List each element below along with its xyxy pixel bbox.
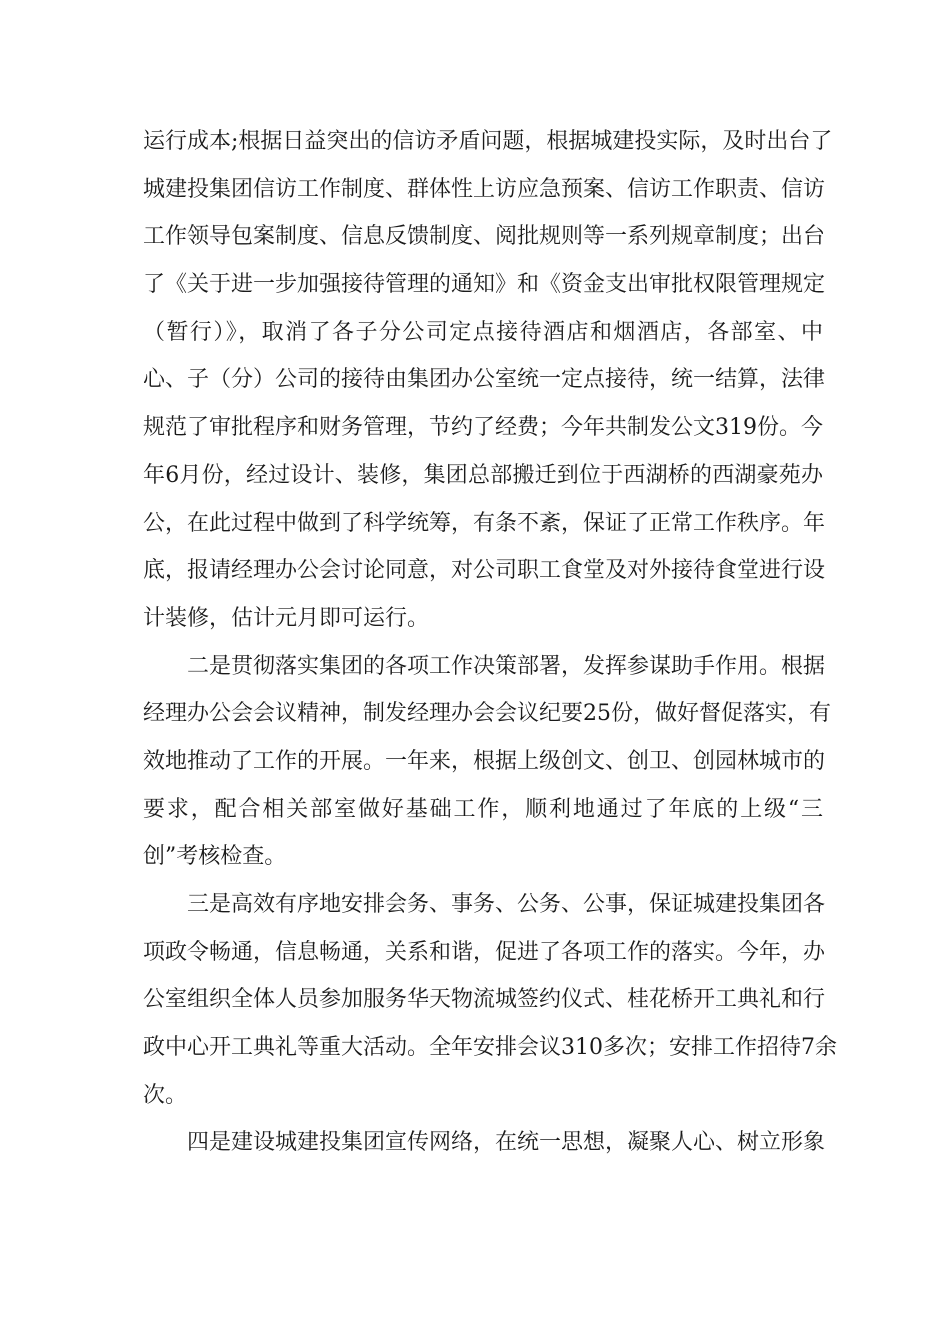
text-line: （暂行）》，取消了各子分公司定点接待酒店和烟酒店，各部室、中 [143,319,823,345]
text-line: 次。 [143,1082,188,1108]
text-line: 公，在此过程中做到了科学统筹，有条不紊，保证了正常工作秩序。年 [143,510,826,536]
text-line: 要求，配合相关部室做好基础工作，顺利地通过了年底的上级“三 [143,796,823,822]
text-line: 政中心开工典礼等重大活动。全年安排会议310多次；安排工作招待7余 [143,1035,837,1061]
document-body [143,118,837,1167]
text-line: 了《关于进一步加强接待管理的通知》和《资金支出审批权限管理规定 [143,272,826,298]
text-line: 城建投集团信访工作制度、群体性上访应急预案、信访工作职责、信访 [143,176,826,202]
paragraph-1 [143,118,833,643]
text-line: 效地推动了工作的开展。一年来，根据上级创文、创卫、创园林城市的 [143,748,826,774]
text-line: 年6月份，经过设计、装修，集团总部搬迁到位于西湖桥的西湖豪苑办 [143,462,823,488]
text-line: 二是贯彻落实集团的各项工作决策部署，发挥参谋助手作用。根据 [187,653,826,679]
paragraph-4 [143,1119,826,1167]
text-line: 创”考核检查。 [143,844,287,870]
text-line: 三是高效有序地安排会务、事务、公务、公事，保证城建投集团各 [187,892,826,917]
text-line: 四是建设城建投集团宣传网络，在统一思想，凝聚人心、树立形象 [187,1130,826,1156]
text-line: 底，报请经理办公会讨论同意，对公司职工食堂及对外接待食堂进行设 [143,558,826,584]
text-line: 经理办公会会议精神，制发经理办会会议纪要25份，做好督促落实，有 [143,701,831,727]
text-line: 公室组织全体人员参加服务华天物流城签约仪式、桂花桥开工典礼和行 [143,987,826,1013]
paragraph-3 [143,881,837,1119]
text-line: 项政令畅通，信息畅通，关系和谐，促进了各项工作的落实。今年，办 [143,939,826,965]
text-line: 规范了审批程序和财务管理，节约了经费；今年共制发公文319份。今 [143,415,823,441]
paragraph-2 [143,643,831,881]
text-line: 心、子（分）公司的接待由集团办公室统一定点接待，统一结算，法律 [143,367,826,393]
text-line: 运行成本;根据日益突出的信访矛盾问题，根据城建投实际，及时出台了 [143,129,833,154]
text-line: 计装修，估计元月即可运行。 [143,605,430,631]
text-line: 工作领导包案制度、信息反馈制度、阅批规则等一系列规章制度；出台 [143,224,826,250]
